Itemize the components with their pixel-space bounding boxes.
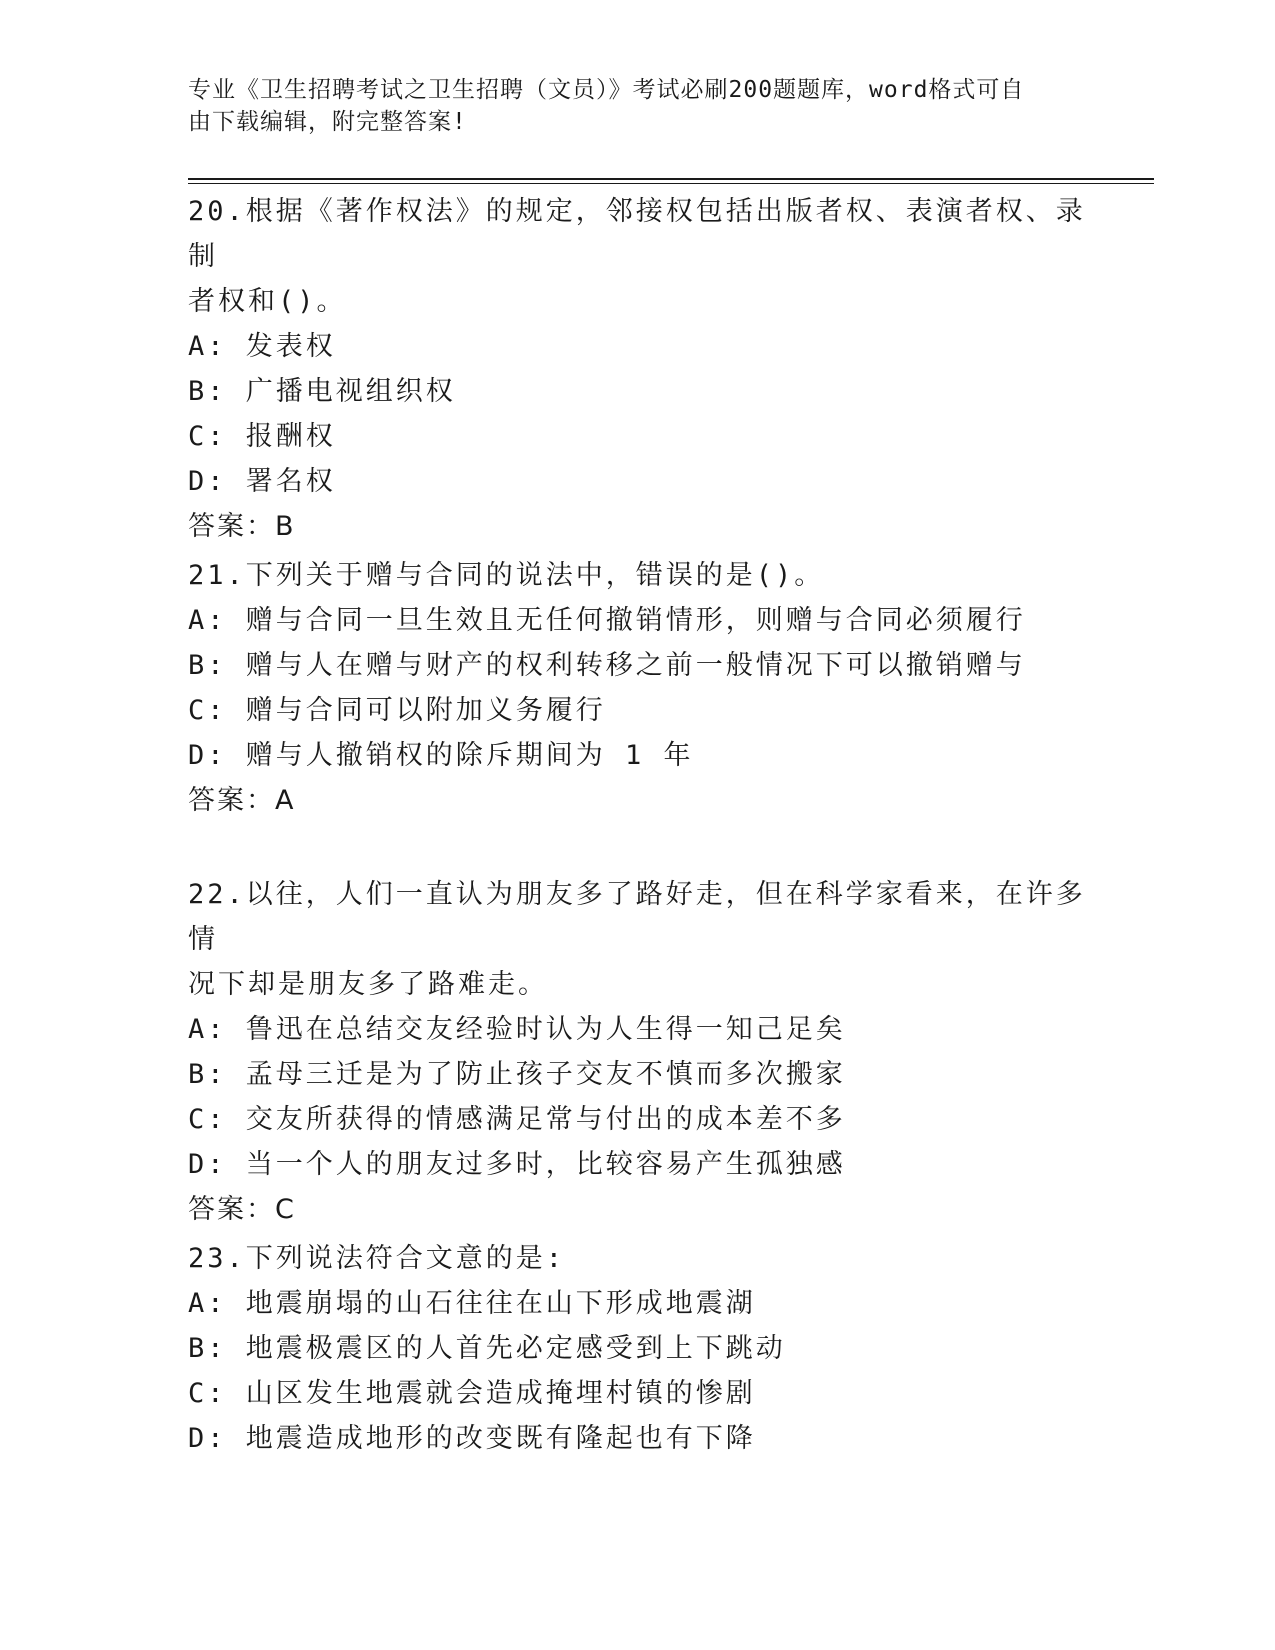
option-c: C: 赠与合同可以附加义务履行 (188, 695, 606, 726)
option-a: A: 赠与合同一旦生效且无任何撤销情形，则赠与合同必须履行 (188, 605, 1026, 636)
answer: 答案：A (188, 785, 296, 816)
option-d: D: 署名权 (188, 466, 336, 497)
question-stem: 21.下列关于赠与合同的说法中，错误的是()。 (188, 560, 825, 591)
header-divider-thick (188, 178, 1154, 180)
option-d: D: 当一个人的朋友过多时，比较容易产生孤独感 (188, 1149, 846, 1180)
option-c: C: 报酬权 (188, 421, 336, 452)
question-21 (188, 553, 1088, 823)
option-a: A: 发表权 (188, 331, 336, 362)
option-a: A: 鲁迅在总结交友经验时认为人生得一知己足矣 (188, 1014, 846, 1045)
option-b: B: 广播电视组织权 (188, 376, 456, 407)
option-b: B: 地震极震区的人首先必定感受到上下跳动 (188, 1333, 786, 1364)
question-stem-continued: 者权和()。 (188, 286, 347, 317)
header-line-2: 由下载编辑，附完整答案! (188, 109, 467, 135)
question-22 (188, 872, 1088, 1232)
question-stem: 23.下列说法符合文意的是: (188, 1243, 566, 1274)
option-d: D: 赠与人撤销权的除斥期间为 1 年 (188, 740, 694, 771)
header-line-1: 专业《卫生招聘考试之卫生招聘（文员）》考试必刷200题题库，word格式可自 (188, 77, 1025, 103)
answer: 答案：C (188, 1194, 296, 1225)
question-23 (188, 1236, 1088, 1461)
question-stem: 20.根据《著作权法》的规定，邻接权包括出版者权、表演者权、录制 (188, 196, 1086, 272)
document-header (188, 74, 1068, 138)
option-b: B: 孟母三迁是为了防止孩子交友不慎而多次搬家 (188, 1059, 846, 1090)
option-a: A: 地震崩塌的山石往往在山下形成地震湖 (188, 1288, 756, 1319)
option-c: C: 交友所获得的情感满足常与付出的成本差不多 (188, 1104, 846, 1135)
header-divider-thin (188, 183, 1154, 184)
question-stem-continued: 况下却是朋友多了路难走。 (188, 969, 548, 1000)
question-20 (188, 189, 1088, 549)
answer: 答案：B (188, 511, 296, 542)
option-c: C: 山区发生地震就会造成掩埋村镇的惨剧 (188, 1378, 756, 1409)
question-stem: 22.以往，人们一直认为朋友多了路好走，但在科学家看来，在许多情 (188, 879, 1086, 955)
option-d: D: 地震造成地形的改变既有隆起也有下降 (188, 1423, 756, 1454)
option-b: B: 赠与人在赠与财产的权利转移之前一般情况下可以撤销赠与 (188, 650, 1026, 681)
